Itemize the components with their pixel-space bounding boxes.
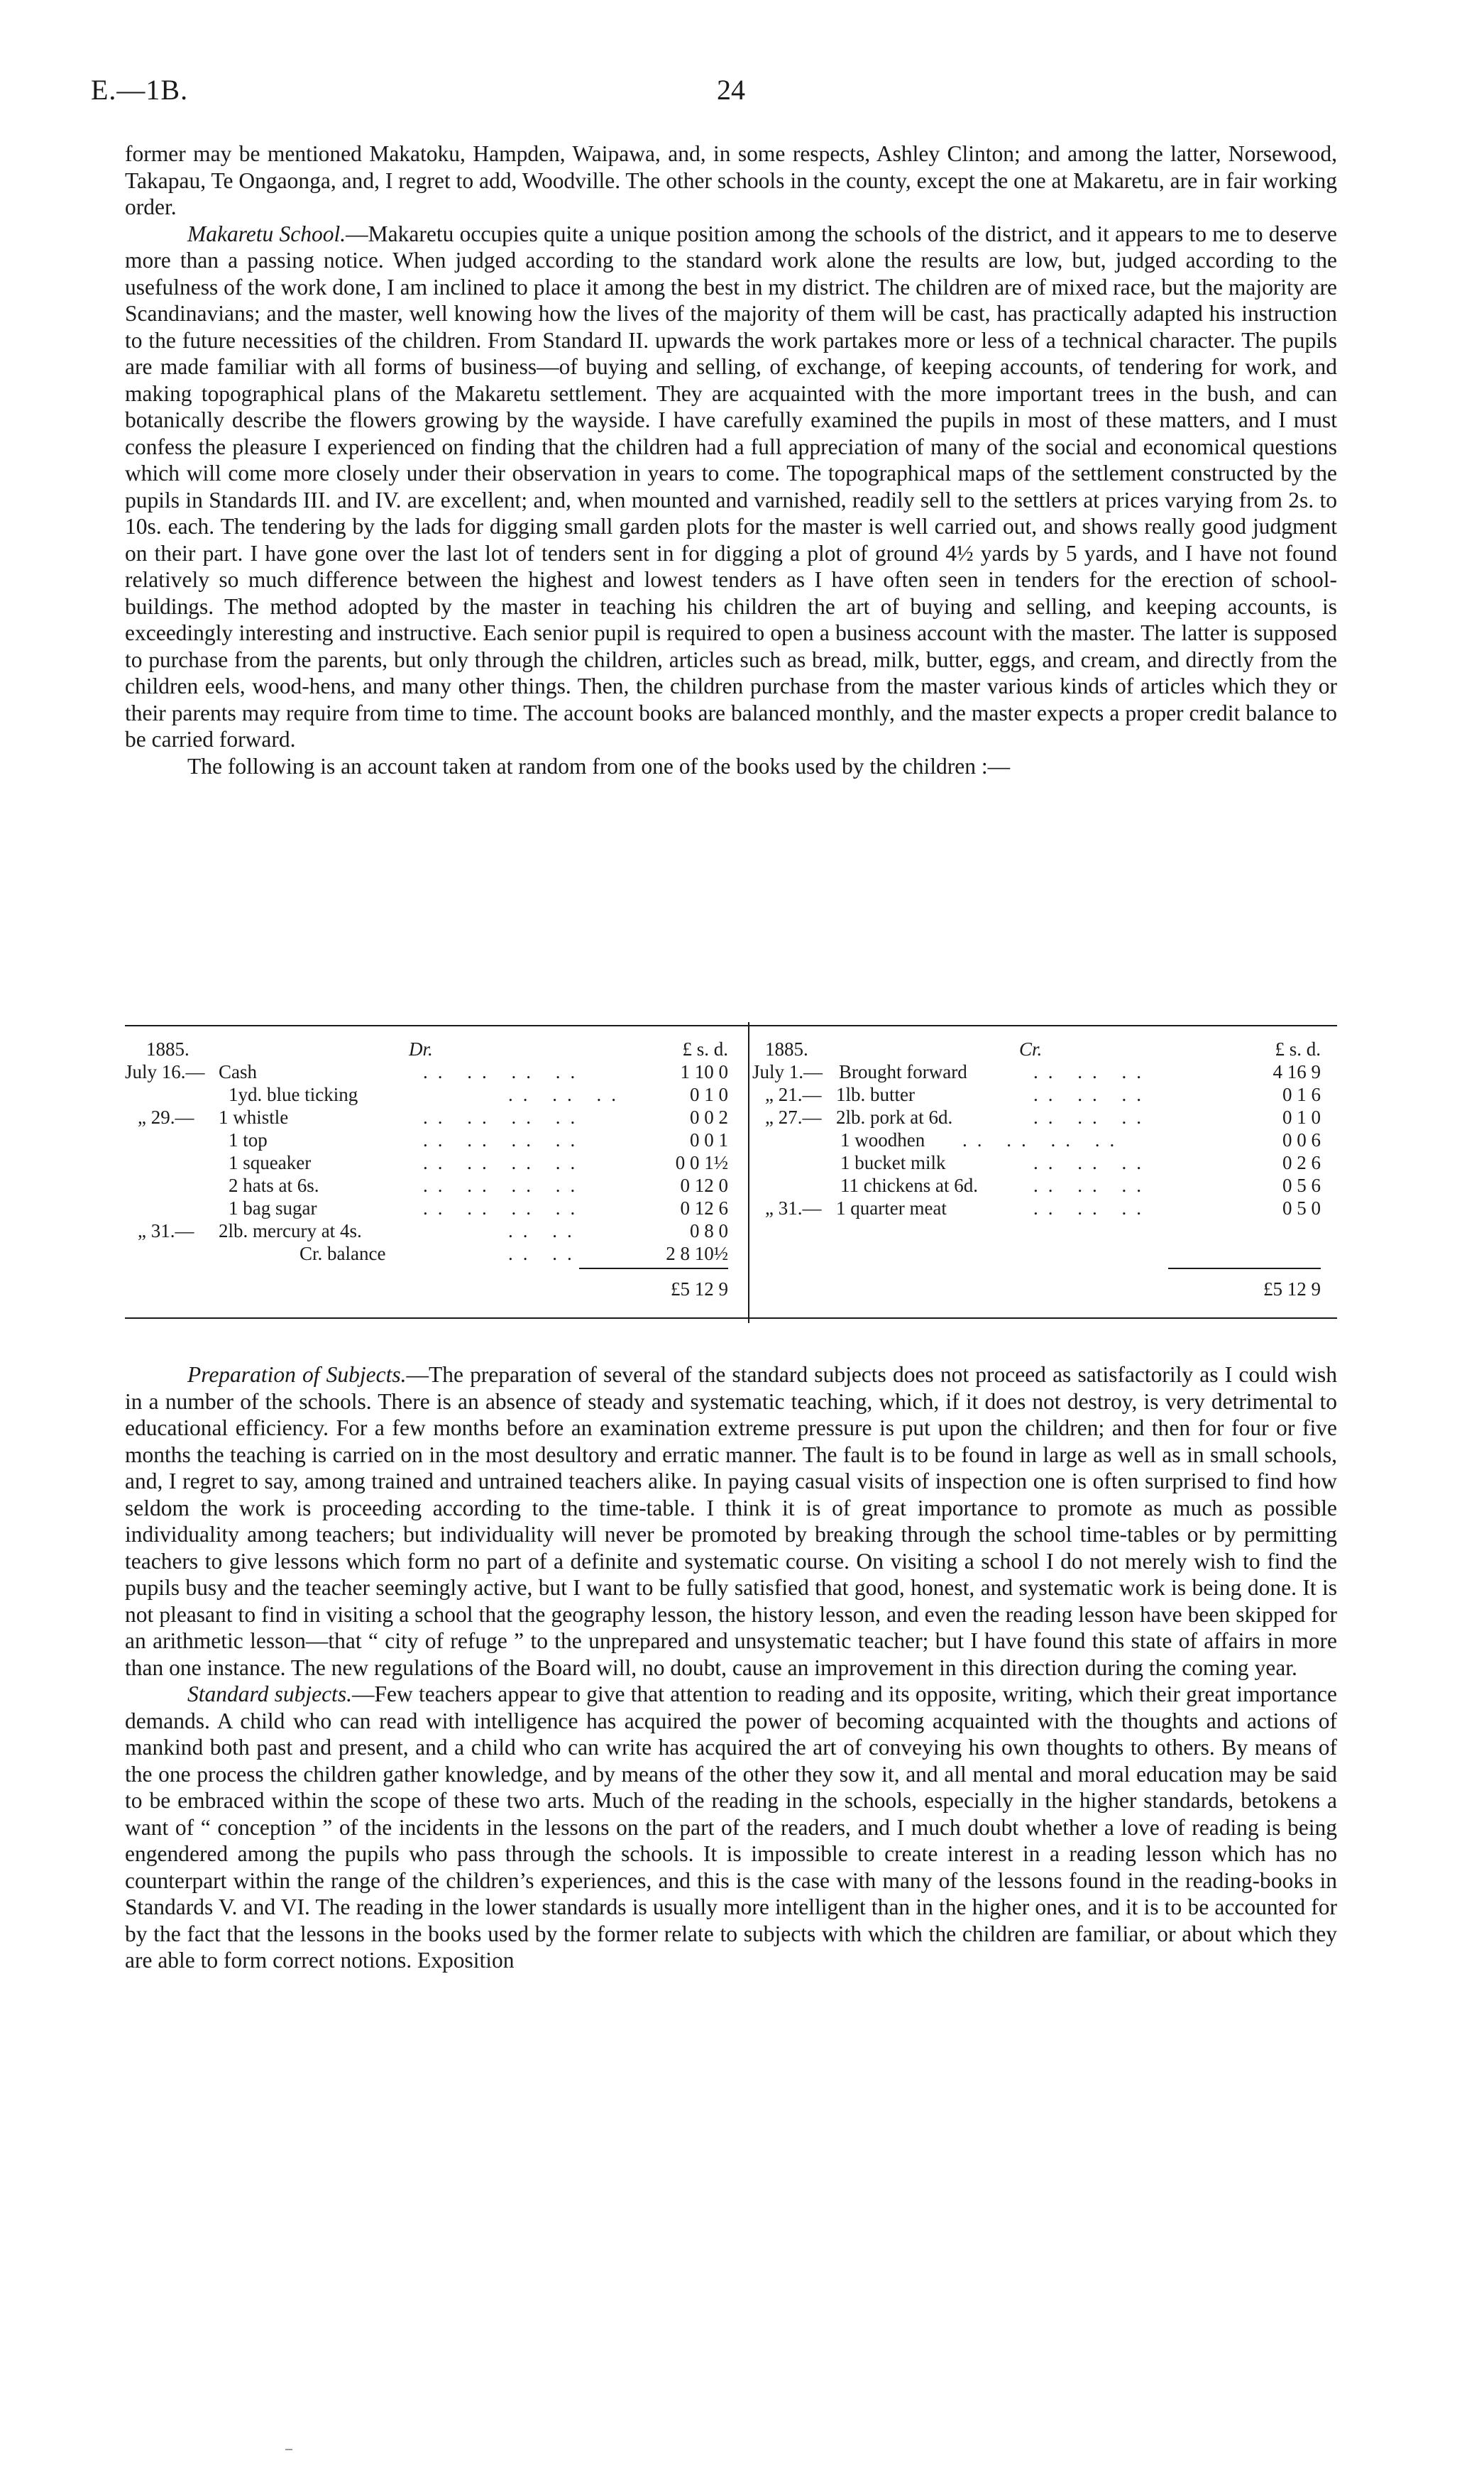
section-heading-makaretu: Makaretu School. xyxy=(187,221,346,246)
debit-item: 1 squeaker xyxy=(229,1152,312,1173)
debit-item: Cash xyxy=(219,1061,257,1082)
print-mark xyxy=(285,2449,292,2450)
text-block-makaretu xyxy=(125,141,1337,779)
paragraph-standard-subjects xyxy=(125,1681,1337,1974)
paragraph-text: —The preparation of several of the standard subjects does not proceed as satisfactorily as I could wish in a number of the schools. There is an absence of steady and systematic teaching, which, if it does not destroy, is very detrimental to educational efficiency. For a few months before an examination extreme pressure is put upon the children; and then for four or five months the teaching is carried on in the most desultory and erratic manner. The fault is to be found in large as well as in small schools, and, I regret to say, among trained and untrained teachers alike. In paying casual visits of inspection one is often surprised to find how seldom the work is proceeding according to the time-table. I think it is of great importance to promote as much as possible individuality among teachers; but individuality will never be promoted by breaking through the school time-tables or by permitting teachers to give lessons which form no part of a definite and systematic course. On visiting a school I do not merely wish to find the pupils busy and the teacher seemingly active, but I want to be fully satisfied that good, honest, and systematic work is being done. It is not pleasant to find in visiting a school that the geography lesson, the history lesson, and even the reading lesson have been skipped for an arithmetic lesson—that “ city of refuge ” to the unprepared and unsystematic teacher; but I have found this state of affairs in more than one instance. The new regulations of the Board will, no doubt, cause an improvement in this direction during the coming year. xyxy=(125,1362,1337,1680)
credit-total: £5 12 9 xyxy=(1263,1278,1321,1300)
credit-item: 1 woodhen xyxy=(840,1129,925,1151)
debit-amount: 0 1 0 xyxy=(690,1084,728,1105)
credit-amount: 0 2 6 xyxy=(1282,1152,1321,1173)
paragraph-makaretu-school xyxy=(125,221,1337,753)
credit-amount: 0 1 6 xyxy=(1282,1084,1321,1105)
debit-amount: 0 8 0 xyxy=(690,1220,728,1241)
debit-item: 2 hats at 6s. xyxy=(229,1175,319,1196)
text-block-subjects xyxy=(125,1361,1337,1974)
account-ledger: 1885. Dr. £ s. d. July 16.— Cash .. .. .. .. 1 10 0 1yd. blue ticking .. .. .. 0 1 0 „ 29.— 1 whistle .. .. .. .. 0 0 2 1 top .. .. .. .. 0 0 1 1 squeaker .. .. .. .. 0 0 1½ 2 hats at 6s. .. .. .. .. 0 12 0 1 bag sugar .. .. .. .. 0 12 6 „ 31.— 2lb. mercury at 4s. .. .. 0 8 0 Cr. balance .. .. 2 8 10½ £5 12 9 1885. Cr. £ s. d. July 1.— Brought forward .. .. .. 4 16 9 „ 21.— 1lb. butter .. .. .. 0 1 6 „ 27.— 2lb. pork at 6d. .. .. .. 0 1 0 1 woodhen .. .. .. .. 0 0 6 1 bucket milk .. .. .. 0 2 6 11 chickens at 6d. .. .. .. 0 5 6 „ 31.— 1 quarter meat .. .. .. 0 5 0 £5 12 9 xyxy=(125,1022,1337,1323)
credit-amount: 0 0 6 xyxy=(1282,1129,1321,1151)
credit-date: „ 27.— xyxy=(765,1107,822,1128)
debit-amount: 0 12 0 xyxy=(680,1175,728,1196)
credit-item: 2lb. pork at 6d. xyxy=(836,1107,953,1128)
credit-item: 11 chickens at 6d. xyxy=(840,1175,978,1196)
paragraph-preparation-of-subjects xyxy=(125,1361,1337,1681)
credit-item: 1 bucket milk xyxy=(840,1152,946,1173)
credit-amount: 0 5 0 xyxy=(1282,1197,1321,1219)
credit-date: „ 31.— xyxy=(765,1197,822,1219)
page-number: 24 xyxy=(717,74,745,106)
credit-item: 1lb. butter xyxy=(836,1084,915,1105)
section-heading-standard-subjects: Standard subjects. xyxy=(187,1682,352,1706)
debit-amount: 0 0 1 xyxy=(690,1129,728,1151)
debit-date: July 16.— xyxy=(125,1061,205,1082)
paragraph-text: —Makaretu occupies quite a unique position among the schools of the district, and it appears to me to deserve more than a passing notice. When judged according to the standard work alone the results are low, but, judged according to the usefulness of the work done, I am inclined to place it among the best in my district. The children are of mixed race, but the majority are Scandinavians; and the master, well knowing how the lives of the majority of them will be cast, has practically adapted his instruction to the future necessities of the children. From Standard II. upwards the work partakes more or less of a technical character. The pupils are made familiar with all forms of business—of buying and selling, of exchange, of keeping accounts, of tendering for work, and making topographical plans of the Makaretu settlement. They are acquainted with the more important trees in the bush, and can botanically describe the flowers growing by the wayside. I have carefully examined the pupils in most of these matters, and I must confess the pleasure I experienced on finding that the children had a full appreciation of many of the social and economical questions which will come more closely under their observation in years to come. The topographical maps of the settlement constructed by the pupils in Standards III. and IV. are excellent; and, when mounted and varnished, readily sell to the settlers at prices varying from 2s. to 10s. each. The tendering by the lads for digging small garden plots for the master is well carried out, and shows really good judgment on their part. I have gone over the last lot of tenders sent in for digging a plot of ground 4½ yards by 5 yards, and I have not found relatively so much difference between the highest and lowest tenders as I have often seen in tenders for the erection of school-buildings. The method adopted by the master in teaching his children the art of buying and selling, and keeping accounts, is exceedingly interesting and instructive. Each senior pupil is required to open a business account with the master. The latter is supposed to purchase from the parents, but only through the children, articles such as bread, milk, butter, eggs, and cream, and directly from the children eels, wood-hens, and many other things. Then, the children purchase from the master various kinds of articles which they or their parents may require from time to time. The account books are balanced monthly, and the master expects a proper credit balance to be carried forward. xyxy=(125,221,1337,752)
debit-amount: 0 0 2 xyxy=(690,1107,728,1128)
debit-item: 1yd. blue ticking xyxy=(229,1084,358,1105)
credit-amount: 0 5 6 xyxy=(1282,1175,1321,1196)
credit-total-rule xyxy=(1168,1268,1321,1269)
debit-year: 1885. xyxy=(146,1038,189,1060)
credit-date: „ 21.— xyxy=(765,1084,822,1105)
debit-total-rule xyxy=(579,1268,728,1269)
paragraph-account-intro: The following is an account taken at random from one of the books used by the children :— xyxy=(187,753,1011,779)
debit-side-label: Dr. xyxy=(409,1038,433,1060)
credit-side-label: Cr. xyxy=(1019,1038,1043,1060)
ledger-center-rule xyxy=(748,1022,749,1323)
debit-date: „ 29.— xyxy=(138,1107,194,1128)
ledger-bottom-rule xyxy=(125,1317,1337,1319)
paragraph-county-schools: former may be mentioned Makatoku, Hampden, Waipawa, and, in some respects, Ashley Clinton; and among the latter, Norsewood, Takapau, Te Ongaonga, and, I regret to add, Woodville. The other schools in the county, except the one at Makaretu, are in fair working order. xyxy=(125,141,1337,219)
credit-amount: 0 1 0 xyxy=(1282,1107,1321,1128)
debit-amount: 1 10 0 xyxy=(680,1061,728,1082)
debit-total: £5 12 9 xyxy=(671,1278,728,1300)
section-heading-preparation: Preparation of Subjects. xyxy=(187,1362,407,1387)
report-reference: E.—1B. xyxy=(91,74,189,106)
debit-item: Cr. balance xyxy=(299,1243,386,1264)
credit-date: July 1.— xyxy=(752,1061,823,1082)
ledger-top-rule xyxy=(125,1025,1337,1026)
debit-item: 1 top xyxy=(229,1129,268,1151)
debit-amount: 2 8 10½ xyxy=(666,1243,728,1264)
debit-date: „ 31.— xyxy=(138,1220,194,1241)
credit-item: 1 quarter meat xyxy=(836,1197,947,1219)
debit-currency-header: £ s. d. xyxy=(682,1038,728,1060)
credit-amount: 4 16 9 xyxy=(1273,1061,1321,1082)
credit-item: Brought forward xyxy=(839,1061,967,1082)
debit-amount: 0 12 6 xyxy=(680,1197,728,1219)
debit-item: 1 bag sugar xyxy=(229,1197,317,1219)
credit-year: 1885. xyxy=(765,1038,808,1060)
paragraph-text: —Few teachers appear to give that attention to reading and its opposite, writing, which their great importance demands. A child who can read with intelligence has acquired the power of becoming acquainted with the thoughts and actions of mankind both past and present, and a child who can write has acquired the art of conveying his own thoughts to others. By means of the one process the children gather knowledge, and by means of the other they sow it, and all mental and moral education may be said to be embraced within the scope of these two arts. Much of the reading in the schools, especially in the higher standards, betokens a want of “ conception ” of the incidents in the lessons on the part of the readers, and I much doubt whether a love of reading is being engendered among the pupils who pass through the schools. It is impossible to create interest in a reading lesson which has no counterpart within the range of the children’s experiences, and this is the case with many of the lessons found in the reading-books in Standards V. and VI. The reading in the lower standards is usually more intelligent than in the higher ones, and it is to be accounted for by the fact that the lessons in the books used by the former relate to subjects with which the children are familiar, or about which they are able to form correct notions. Exposition xyxy=(125,1682,1338,1973)
debit-item: 2lb. mercury at 4s. xyxy=(219,1220,362,1241)
debit-item: 1 whistle xyxy=(219,1107,289,1128)
debit-amount: 0 0 1½ xyxy=(675,1152,728,1173)
credit-currency-header: £ s. d. xyxy=(1275,1038,1321,1060)
